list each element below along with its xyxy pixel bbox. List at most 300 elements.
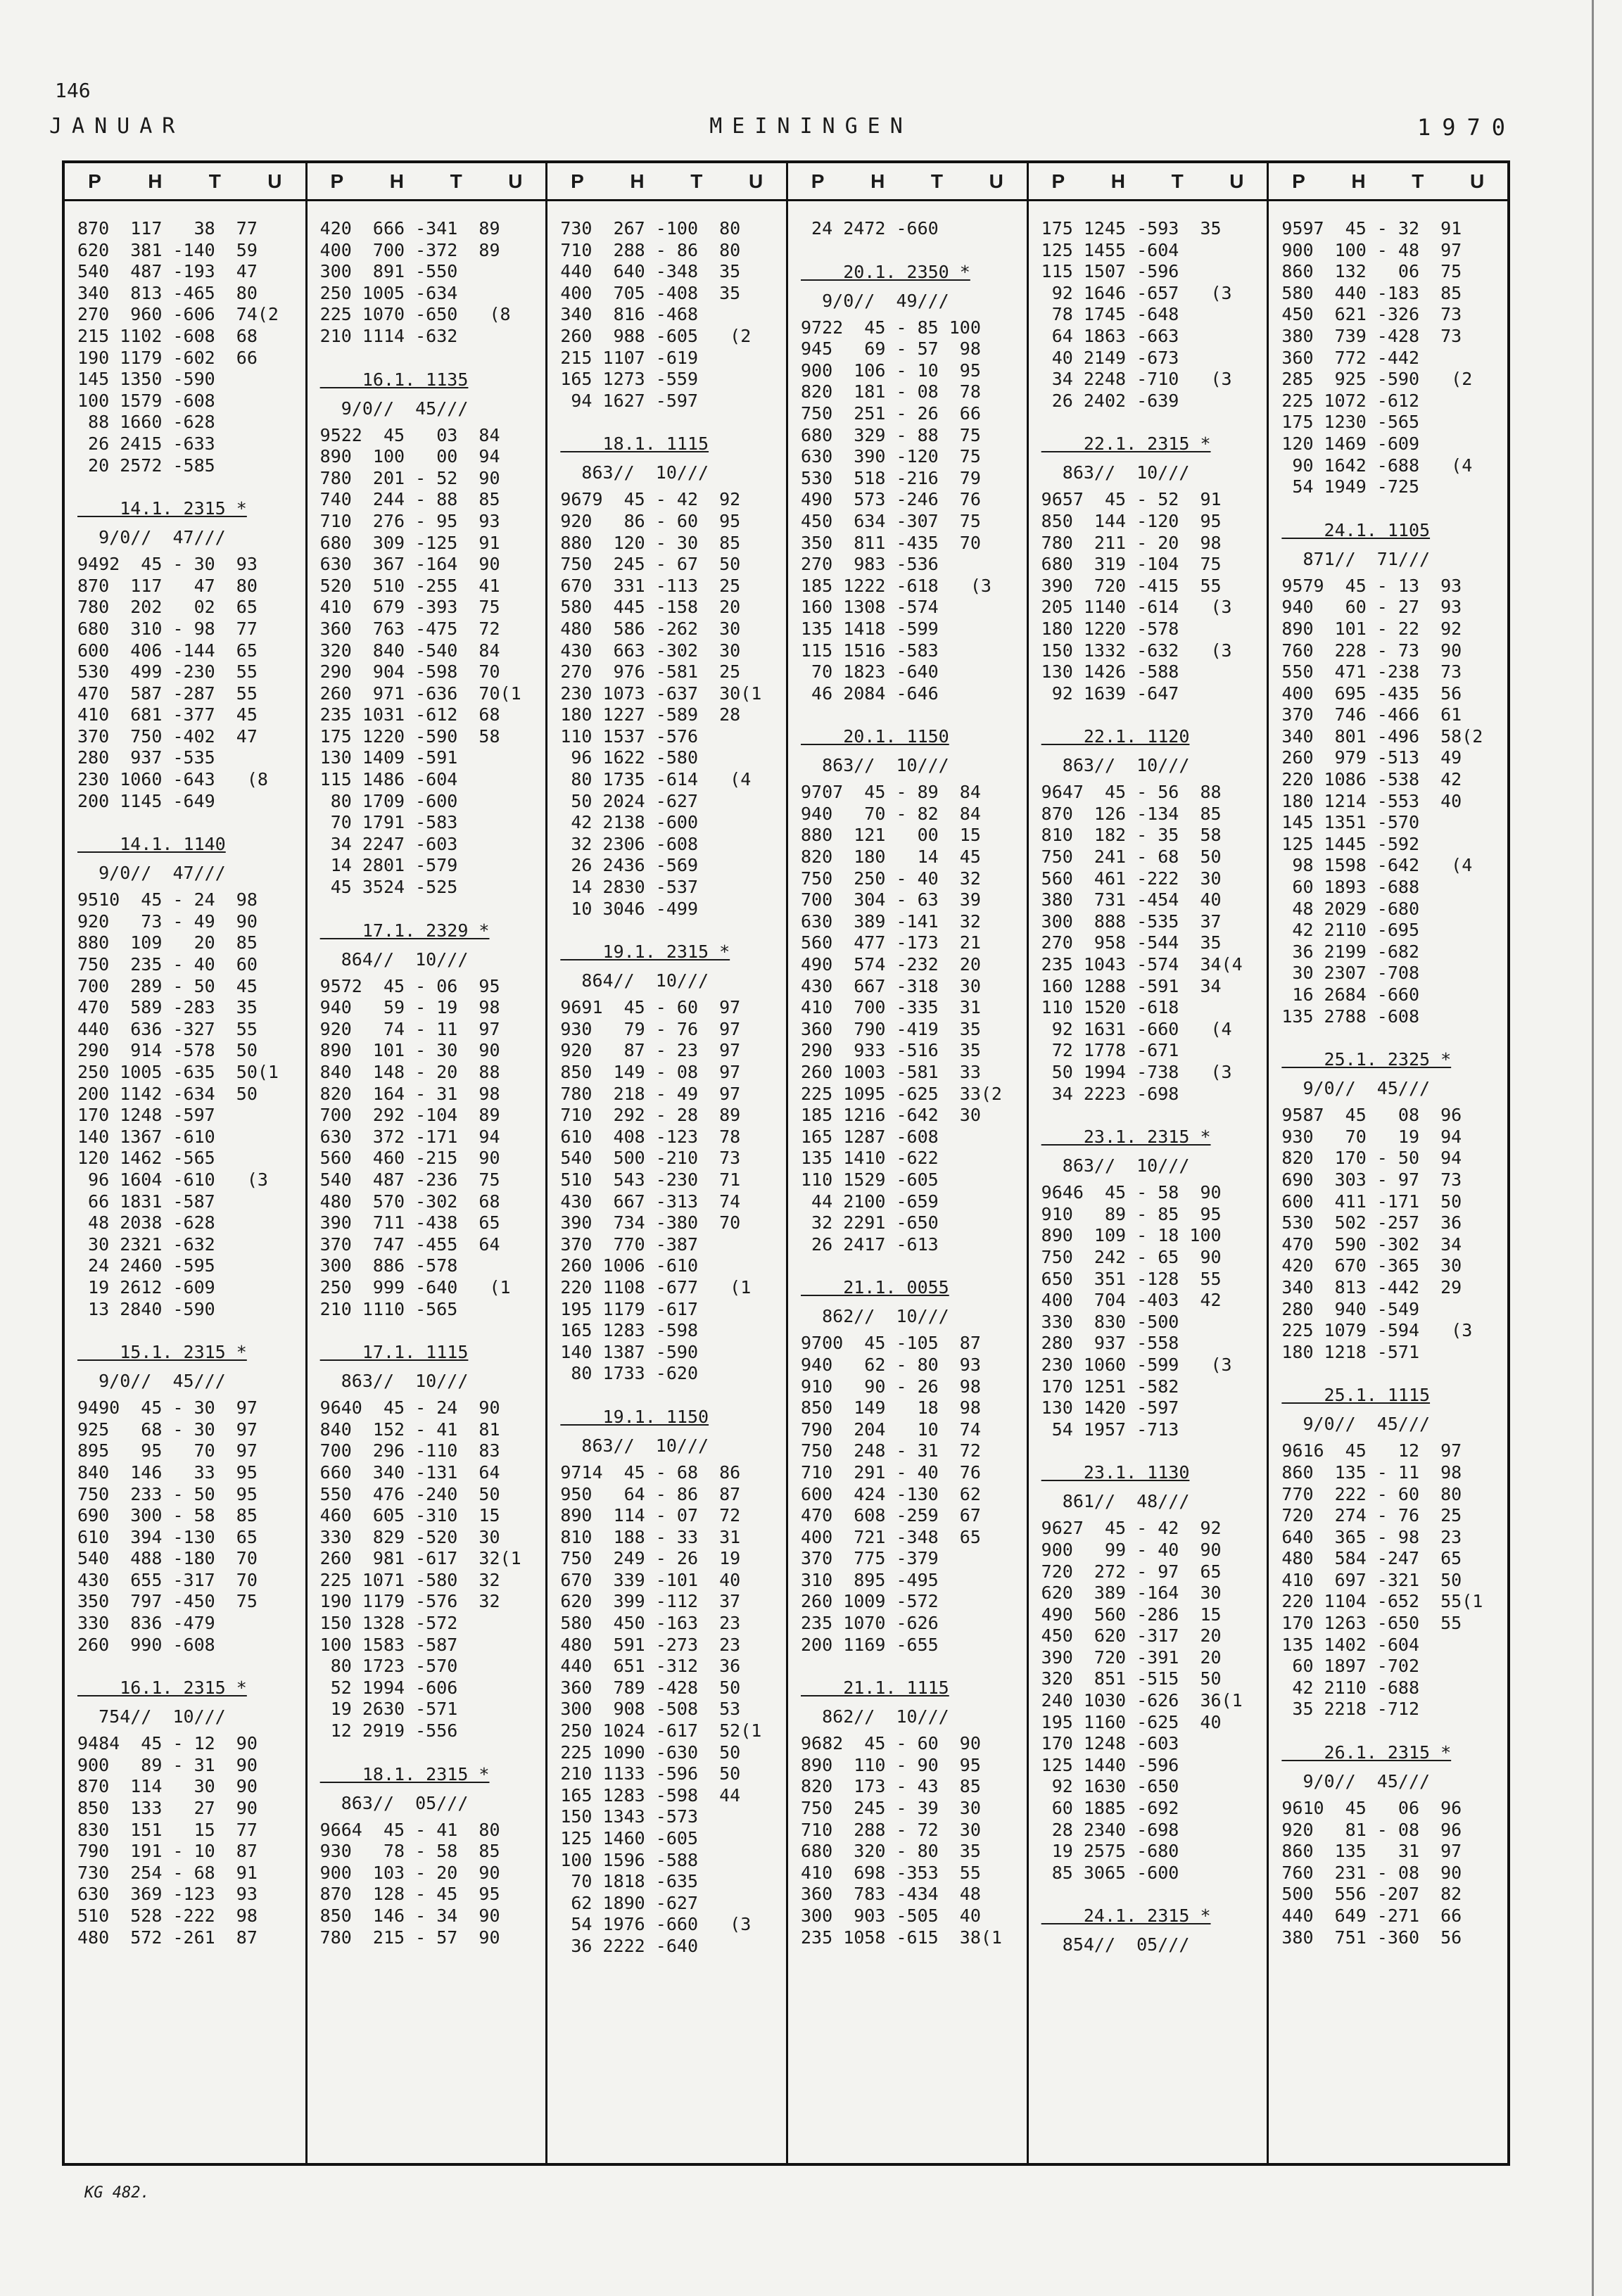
data-row: 175 1245 -593 35 xyxy=(1041,218,1222,239)
data-row: 100 1583 -587 xyxy=(319,1634,458,1655)
spacer xyxy=(1041,1440,1265,1456)
data-row: 210 1110 -565 xyxy=(319,1298,458,1319)
column-header-label: U xyxy=(989,170,1003,192)
data-row: 420 670 -365 30 xyxy=(1281,1255,1462,1276)
data-row: 9490 45 - 30 97 xyxy=(77,1397,258,1419)
data-row: 42 2138 -600 xyxy=(560,812,698,833)
data-row: 140 1387 -590 xyxy=(560,1341,698,1362)
data-row: 460 605 -310 15 xyxy=(319,1505,500,1526)
data-row: 680 320 - 80 35 xyxy=(801,1841,981,1862)
data-row: 180 1218 -571 xyxy=(1281,1341,1420,1362)
data-row: 600 411 -171 50 xyxy=(1281,1191,1462,1212)
data-row: 750 251 - 26 66 xyxy=(801,402,981,424)
sounding-code: 863// 10/// xyxy=(319,1371,469,1392)
sounding-code: 9/0// 47/// xyxy=(77,527,226,548)
sounding-code: 863// 10/// xyxy=(801,755,949,776)
data-row: 9707 45 - 89 84 xyxy=(801,782,981,803)
data-row: 98 1598 -642 (4 xyxy=(1281,855,1473,876)
data-row: 900 99 - 40 90 xyxy=(1041,1539,1222,1560)
sounding-date-time: 17.1. 1115 xyxy=(319,1342,469,1363)
data-row: 280 940 -549 xyxy=(1281,1298,1420,1319)
data-row: 920 86 - 60 95 xyxy=(560,510,741,531)
data-row: 450 634 -307 75 xyxy=(801,510,981,531)
data-row: 870 128 - 45 95 xyxy=(319,1884,500,1905)
sounding-code: 9/0// 49/// xyxy=(801,290,949,311)
data-row: 85 3065 -600 xyxy=(1041,1862,1179,1883)
data-row: 180 1227 -589 28 xyxy=(560,704,741,725)
sounding-code: 9/0// 47/// xyxy=(77,863,226,884)
data-row: 930 70 19 94 xyxy=(1281,1126,1462,1147)
data-row: 13 2840 -590 xyxy=(77,1298,215,1319)
data-row: 34 2248 -710 (3 xyxy=(1041,369,1232,390)
data-row: 720 272 - 97 65 xyxy=(1041,1561,1222,1582)
data-row: 60 1893 -688 xyxy=(1281,877,1420,898)
data-row: 26 2436 -569 xyxy=(560,855,698,876)
data-row: 220 1086 -538 42 xyxy=(1281,769,1462,790)
data-row: 560 461 -222 30 xyxy=(1041,868,1222,889)
data-row: 115 1516 -583 xyxy=(801,640,939,661)
data-row: 340 813 -465 80 xyxy=(77,282,258,303)
data-row: 410 698 -353 55 xyxy=(801,1862,981,1883)
data-row: 750 241 - 68 50 xyxy=(1041,846,1222,868)
data-row: 380 731 -454 40 xyxy=(1041,889,1222,911)
spacer xyxy=(1041,1105,1265,1120)
spacer xyxy=(801,1255,1024,1271)
data-row: 19 2575 -680 xyxy=(1041,1841,1179,1862)
data-row: 9691 45 - 60 97 xyxy=(560,997,741,1018)
data-row: 920 81 - 08 96 xyxy=(1281,1819,1462,1840)
data-row: 135 1410 -622 xyxy=(801,1148,939,1169)
data-row: 700 289 - 50 45 xyxy=(77,975,258,996)
table-column xyxy=(65,163,305,2163)
data-row: 470 587 -287 55 xyxy=(77,683,258,704)
header-month: JANUAR xyxy=(49,114,185,139)
column-header xyxy=(788,163,1027,201)
data-row: 540 500 -210 73 xyxy=(560,1148,741,1169)
data-row: 300 888 -535 37 xyxy=(1041,911,1222,932)
data-row: 260 981 -617 32(1 xyxy=(319,1548,521,1569)
data-row: 760 228 - 73 90 xyxy=(1281,640,1462,661)
data-row: 19 2612 -609 xyxy=(77,1276,215,1298)
data-row: 14 2801 -579 xyxy=(319,855,458,876)
column-body xyxy=(1269,201,1507,1948)
data-row: 890 114 - 07 72 xyxy=(560,1505,741,1526)
column-header-label: H xyxy=(870,170,885,192)
data-row: 130 1426 -588 xyxy=(1041,661,1179,683)
data-row: 290 904 -598 70 xyxy=(319,661,500,683)
data-row: 920 74 - 11 97 xyxy=(319,1018,500,1039)
data-row: 9616 45 12 97 xyxy=(1281,1440,1462,1461)
data-row: 630 390 -120 75 xyxy=(801,446,981,467)
data-row: 490 574 -232 20 xyxy=(801,954,981,975)
data-row: 940 70 - 82 84 xyxy=(801,803,981,824)
data-row: 250 1005 -635 50(1 xyxy=(77,1062,279,1082)
data-row: 180 1214 -553 40 xyxy=(1281,790,1462,811)
data-row: 580 450 -163 23 xyxy=(560,1613,741,1634)
table-column xyxy=(786,163,1027,2163)
data-row: 710 276 - 95 93 xyxy=(319,510,500,531)
data-row: 80 1735 -614 (4 xyxy=(560,769,752,790)
data-row: 64 1863 -663 xyxy=(1041,325,1179,346)
data-row: 360 790 -419 35 xyxy=(801,1018,981,1039)
data-row: 540 487 -193 47 xyxy=(77,261,258,282)
data-row: 480 572 -261 87 xyxy=(77,1927,258,1948)
sounding-date-time: 24.1. 2315 * xyxy=(1041,1905,1211,1927)
data-row: 350 797 -450 75 xyxy=(77,1591,258,1612)
data-row: 92 1639 -647 xyxy=(1041,683,1179,704)
data-row: 215 1107 -619 xyxy=(560,347,698,368)
data-row: 40 2149 -673 xyxy=(1041,347,1179,368)
data-row: 790 204 10 74 xyxy=(801,1419,981,1440)
column-header-label: H xyxy=(148,170,163,192)
data-row: 220 1104 -652 55(1 xyxy=(1281,1591,1483,1612)
data-row: 170 1248 -597 xyxy=(77,1105,215,1126)
data-row: 490 573 -246 76 xyxy=(801,489,981,510)
data-row: 225 1095 -625 33(2 xyxy=(801,1083,1002,1104)
data-row: 10 3046 -499 xyxy=(560,898,698,919)
data-row: 9572 45 - 06 95 xyxy=(319,975,500,996)
data-row: 150 1328 -572 xyxy=(319,1613,458,1634)
sounding-code: 9/0// 45/// xyxy=(1281,1414,1431,1435)
spacer xyxy=(320,1742,543,1758)
data-row: 225 1072 -612 xyxy=(1281,390,1420,411)
data-row: 165 1273 -559 xyxy=(560,369,698,390)
data-row: 640 365 - 98 23 xyxy=(1281,1526,1462,1547)
data-row: 900 106 - 10 95 xyxy=(801,360,981,381)
sounding-code: 863// 10/// xyxy=(560,462,709,483)
sounding-code: 863// 05/// xyxy=(319,1792,469,1813)
data-row: 540 487 -236 75 xyxy=(319,1169,500,1190)
data-row: 45 3524 -525 xyxy=(319,877,458,898)
data-row: 450 620 -317 20 xyxy=(1041,1625,1222,1647)
data-row: 480 591 -273 23 xyxy=(560,1634,741,1655)
data-row: 580 445 -158 20 xyxy=(560,597,741,618)
data-row: 370 746 -466 61 xyxy=(1281,704,1462,725)
page-binding-edge xyxy=(1592,0,1594,2296)
data-row: 370 775 -379 xyxy=(801,1548,939,1569)
column-header-label: T xyxy=(1171,170,1184,192)
data-row: 100 1596 -588 xyxy=(560,1849,698,1870)
table-column xyxy=(305,163,546,2163)
data-row: 440 649 -271 66 xyxy=(1281,1905,1462,1926)
data-row: 145 1351 -570 xyxy=(1281,812,1420,833)
data-row: 690 303 - 97 73 xyxy=(1281,1169,1462,1190)
spacer xyxy=(560,412,783,427)
data-row: 285 925 -590 (2 xyxy=(1281,369,1473,390)
data-row: 72 1778 -671 xyxy=(1041,1040,1179,1061)
sounding-code: 862// 10/// xyxy=(801,1306,949,1327)
data-row: 850 149 - 08 97 xyxy=(560,1062,741,1082)
data-row: 340 816 -468 xyxy=(560,304,698,325)
data-row: 820 180 14 45 xyxy=(801,846,981,868)
data-row: 220 1108 -677 (1 xyxy=(560,1276,752,1298)
data-row: 260 971 -636 70(1 xyxy=(319,683,521,704)
spacer xyxy=(77,812,303,827)
data-row: 360 789 -428 50 xyxy=(560,1677,741,1698)
column-header-label: H xyxy=(1110,170,1125,192)
data-row: 880 121 00 15 xyxy=(801,825,981,846)
data-row: 680 319 -104 75 xyxy=(1041,554,1222,575)
data-row: 890 100 00 94 xyxy=(319,446,500,467)
sounding-date-time: 23.1. 2315 * xyxy=(1041,1127,1211,1148)
data-row: 9722 45 - 85 100 xyxy=(801,317,981,338)
sounding-code: 863// 10/// xyxy=(1041,462,1190,483)
data-row: 710 288 - 72 30 xyxy=(801,1819,981,1840)
column-header-label: H xyxy=(389,170,404,192)
header-station: MEININGEN xyxy=(709,114,913,139)
data-row: 70 1791 -583 xyxy=(319,812,458,833)
data-row: 130 1420 -597 xyxy=(1041,1397,1179,1419)
sounding-code: 863// 10/// xyxy=(560,1435,709,1456)
data-row: 820 181 - 08 78 xyxy=(801,381,981,402)
spacer xyxy=(1041,1884,1265,1899)
data-row: 260 979 -513 49 xyxy=(1281,747,1462,768)
data-row: 920 87 - 23 97 xyxy=(560,1040,741,1061)
data-row: 480 570 -302 68 xyxy=(319,1191,500,1212)
data-row: 400 700 -372 89 xyxy=(319,239,500,260)
data-row: 750 242 - 65 90 xyxy=(1041,1246,1222,1267)
data-row: 730 267 -100 80 xyxy=(560,218,741,239)
data-row: 260 988 -605 (2 xyxy=(560,325,752,346)
data-row: 250 1005 -634 xyxy=(319,282,458,303)
data-row: 195 1160 -625 40 xyxy=(1041,1711,1222,1732)
data-row: 9646 45 - 58 90 xyxy=(1041,1182,1222,1203)
data-row: 890 110 - 90 95 xyxy=(801,1754,981,1775)
data-row: 530 518 -216 79 xyxy=(801,467,981,488)
data-row: 12 2919 -556 xyxy=(319,1720,458,1742)
data-row: 120 1462 -565 xyxy=(77,1148,215,1169)
data-row: 750 245 - 39 30 xyxy=(801,1798,981,1819)
column-header xyxy=(1269,163,1507,201)
data-row: 48 2029 -680 xyxy=(1281,898,1420,919)
data-row: 680 310 - 98 77 xyxy=(77,618,258,639)
column-header-label: H xyxy=(1351,170,1366,192)
spacer xyxy=(77,1320,303,1336)
data-row: 9714 45 - 68 86 xyxy=(560,1461,741,1483)
column-header-label: U xyxy=(748,170,764,192)
data-row: 610 394 -130 65 xyxy=(77,1526,258,1547)
data-row: 110 1537 -576 xyxy=(560,725,698,747)
sounding-code: 9/0// 45/// xyxy=(319,398,469,419)
data-row: 360 772 -442 xyxy=(1281,347,1420,368)
sounding-date-time: 18.1. 1115 xyxy=(560,433,709,455)
data-row: 890 101 - 30 90 xyxy=(319,1040,500,1061)
data-row: 820 170 - 50 94 xyxy=(1281,1148,1462,1169)
data-row: 135 1418 -599 xyxy=(801,618,939,639)
column-header xyxy=(1029,163,1267,201)
data-row: 26 2402 -639 xyxy=(1041,390,1179,411)
sounding-code: 863// 10/// xyxy=(1041,1155,1190,1176)
data-row: 195 1179 -617 xyxy=(560,1298,698,1319)
data-row: 96 1604 -610 (3 xyxy=(77,1169,268,1190)
data-row: 165 1283 -598 xyxy=(560,1320,698,1341)
data-row: 330 830 -500 xyxy=(1041,1311,1179,1332)
data-row: 680 329 - 88 75 xyxy=(801,424,981,445)
data-row: 9579 45 - 13 93 xyxy=(1281,575,1462,596)
data-row: 410 697 -321 50 xyxy=(1281,1569,1462,1590)
column-header-label: H xyxy=(630,170,645,192)
data-row: 560 477 -173 21 xyxy=(801,932,981,953)
column-header-label: T xyxy=(208,170,221,192)
data-row: 840 146 33 95 xyxy=(77,1461,258,1483)
data-row: 300 886 -578 xyxy=(319,1255,458,1276)
data-row: 9700 45 -105 87 xyxy=(801,1333,981,1354)
data-row: 750 245 - 67 50 xyxy=(560,554,741,575)
data-row: 660 340 -131 64 xyxy=(319,1461,500,1483)
data-row: 710 288 - 86 80 xyxy=(560,239,741,260)
spacer xyxy=(1281,1027,1504,1043)
data-row: 9679 45 - 42 92 xyxy=(560,489,741,510)
data-row: 260 1006 -610 xyxy=(560,1255,698,1276)
data-row: 820 173 - 43 85 xyxy=(801,1776,981,1797)
data-row: 9597 45 - 32 91 xyxy=(1281,218,1462,239)
data-row: 62 1890 -627 xyxy=(560,1892,698,1913)
data-row: 9647 45 - 56 88 xyxy=(1041,782,1222,803)
data-row: 16 2684 -660 xyxy=(1281,984,1420,1005)
spacer xyxy=(320,899,543,914)
data-row: 360 763 -475 72 xyxy=(319,618,500,639)
header-year: 1970 xyxy=(1417,114,1516,141)
data-row: 130 1409 -591 xyxy=(319,747,458,768)
data-row: 400 695 -435 56 xyxy=(1281,683,1462,704)
data-row: 42 2110 -688 xyxy=(1281,1677,1420,1698)
data-row: 205 1140 -614 (3 xyxy=(1041,597,1232,618)
spacer xyxy=(560,1385,783,1400)
data-row: 280 937 -558 xyxy=(1041,1333,1179,1354)
data-row: 50 2024 -627 xyxy=(560,790,698,811)
data-row: 925 68 - 30 97 xyxy=(77,1419,258,1440)
footer-form-code: KG 482. xyxy=(84,2184,150,2202)
column-header-label: P xyxy=(330,170,344,192)
data-row: 620 399 -112 37 xyxy=(560,1591,741,1612)
data-row: 9640 45 - 24 90 xyxy=(319,1397,500,1419)
column-header-label: T xyxy=(450,170,462,192)
data-row: 340 813 -442 29 xyxy=(1281,1276,1462,1298)
data-row: 225 1070 -650 (8 xyxy=(319,304,511,325)
data-row: 390 734 -380 70 xyxy=(560,1212,741,1233)
data-row: 210 1114 -632 xyxy=(319,325,458,346)
data-row: 440 640 -348 35 xyxy=(560,261,741,282)
data-row: 260 1009 -572 xyxy=(801,1591,939,1612)
data-row: 560 460 -215 90 xyxy=(319,1148,500,1169)
data-row: 850 144 -120 95 xyxy=(1041,510,1222,531)
data-row: 235 1031 -612 68 xyxy=(319,704,500,725)
data-row: 530 499 -230 55 xyxy=(77,661,258,683)
column-header-label: U xyxy=(1469,170,1485,192)
sounding-date-time: 19.1. 1150 xyxy=(560,1406,709,1427)
data-row: 225 1071 -580 32 xyxy=(319,1569,500,1590)
data-row: 850 146 - 34 90 xyxy=(319,1905,500,1926)
data-row: 185 1216 -642 30 xyxy=(801,1105,981,1126)
sounding-date-time: 16.1. 1135 xyxy=(319,369,469,390)
data-row: 26 2417 -613 xyxy=(801,1233,939,1255)
sounding-date-time: 26.1. 2315 * xyxy=(1281,1742,1452,1763)
data-row: 165 1287 -608 xyxy=(801,1126,939,1147)
data-row: 680 309 -125 91 xyxy=(319,532,500,553)
data-row: 160 1308 -574 xyxy=(801,597,939,618)
data-row: 92 1630 -650 xyxy=(1041,1776,1179,1797)
data-row: 310 895 -495 xyxy=(801,1569,939,1590)
column-header-label: U xyxy=(508,170,523,192)
data-row: 235 1058 -615 38(1 xyxy=(801,1927,1002,1948)
column-header-label: T xyxy=(1412,170,1424,192)
sounding-code: 871// 71/// xyxy=(1281,548,1431,569)
data-row: 870 114 30 90 xyxy=(77,1776,258,1797)
data-row: 860 135 31 97 xyxy=(1281,1841,1462,1862)
data-row: 280 937 -535 xyxy=(77,747,215,768)
data-row: 14 2830 -537 xyxy=(560,877,698,898)
data-row: 9627 45 - 42 92 xyxy=(1041,1518,1222,1539)
data-row: 9587 45 08 96 xyxy=(1281,1105,1462,1126)
data-row: 180 1220 -578 xyxy=(1041,618,1179,639)
data-row: 145 1350 -590 xyxy=(77,369,215,390)
data-row: 290 914 -578 50 xyxy=(77,1040,258,1061)
data-row: 870 117 38 77 xyxy=(77,218,258,239)
data-row: 810 182 - 35 58 xyxy=(1041,825,1222,846)
sounding-date-time: 22.1. 1120 xyxy=(1041,726,1190,747)
data-row: 860 135 - 11 98 xyxy=(1281,1461,1462,1483)
column-header-label: T xyxy=(690,170,703,192)
data-row: 750 250 - 40 32 xyxy=(801,868,981,889)
data-row: 240 1030 -626 36(1 xyxy=(1041,1690,1243,1711)
data-row: 490 560 -286 15 xyxy=(1041,1604,1222,1625)
column-header xyxy=(308,163,546,201)
sounding-date-time: 14.1. 1140 xyxy=(77,834,226,855)
column-body xyxy=(308,201,546,1948)
data-row: 60 1885 -692 xyxy=(1041,1798,1179,1819)
data-row: 780 201 - 52 90 xyxy=(319,467,500,488)
data-row: 320 840 -540 84 xyxy=(319,640,500,661)
data-row: 630 372 -171 94 xyxy=(319,1126,500,1147)
data-row: 400 705 -408 35 xyxy=(560,282,741,303)
data-row: 910 90 - 26 98 xyxy=(801,1376,981,1397)
sounding-date-time: 21.1. 1115 xyxy=(801,1677,949,1699)
sounding-date-time: 21.1. 0055 xyxy=(801,1277,949,1298)
data-row: 9610 45 06 96 xyxy=(1281,1798,1462,1819)
data-row: 900 89 - 31 90 xyxy=(77,1754,258,1775)
spacer xyxy=(801,240,1024,255)
data-row: 235 1043 -574 34(4 xyxy=(1041,954,1243,975)
data-row: 88 1660 -628 xyxy=(77,412,215,433)
data-row: 780 211 - 20 98 xyxy=(1041,532,1222,553)
data-row: 48 2038 -628 xyxy=(77,1212,215,1233)
data-row: 410 700 -335 31 xyxy=(801,997,981,1018)
data-row: 125 1440 -596 xyxy=(1041,1754,1179,1775)
data-row: 750 248 - 31 72 xyxy=(801,1440,981,1461)
data-row: 760 231 - 08 90 xyxy=(1281,1862,1462,1883)
data-row: 870 126 -134 85 xyxy=(1041,803,1222,824)
sounding-code: 9/0// 45/// xyxy=(1281,1771,1431,1792)
column-header-label: U xyxy=(1229,170,1244,192)
column-header-label: P xyxy=(1292,170,1305,192)
data-row: 440 651 -312 36 xyxy=(560,1656,741,1677)
data-row: 190 1179 -576 32 xyxy=(319,1591,500,1612)
data-row: 9492 45 - 30 93 xyxy=(77,554,258,575)
data-row: 540 488 -180 70 xyxy=(77,1548,258,1569)
data-row: 54 1976 -660 (3 xyxy=(560,1914,752,1935)
data-row: 840 152 - 41 81 xyxy=(319,1419,500,1440)
data-row: 125 1460 -605 xyxy=(560,1828,698,1848)
data-row: 920 73 - 49 90 xyxy=(77,911,258,932)
data-row: 480 586 -262 30 xyxy=(560,618,741,639)
data-row: 270 958 -544 35 xyxy=(1041,932,1222,953)
data-row: 140 1367 -610 xyxy=(77,1126,215,1147)
data-row: 9484 45 - 12 90 xyxy=(77,1733,258,1754)
data-row: 720 274 - 76 25 xyxy=(1281,1505,1462,1526)
data-row: 330 836 -479 xyxy=(77,1613,215,1634)
data-row: 820 164 - 31 98 xyxy=(319,1083,500,1104)
data-row: 110 1520 -618 xyxy=(1041,997,1179,1018)
